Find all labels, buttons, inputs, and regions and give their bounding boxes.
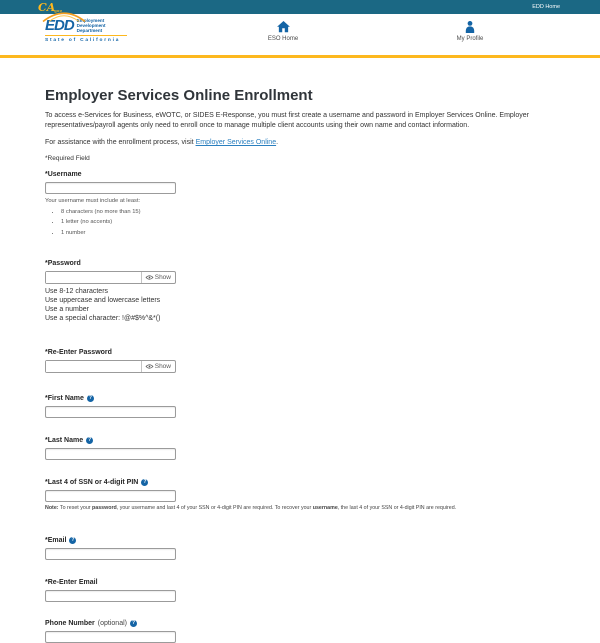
nav-my-profile-label: My Profile — [456, 36, 484, 42]
ssn-pin-note — [45, 505, 555, 511]
reenter-password-group — [45, 349, 555, 373]
username-hints — [61, 209, 555, 236]
last-name-label — [45, 437, 555, 444]
edd-dept-line1: Employment — [76, 18, 105, 23]
password-hints — [45, 287, 555, 323]
username-hint-item: • 1 letter (no accents) — [61, 219, 555, 225]
reenter-password-show-label: Show — [154, 362, 171, 370]
email-label-text: *Email — [45, 536, 67, 544]
note-bold: Note: — [45, 504, 59, 511]
employer-services-online-link[interactable]: Employer Services Online — [195, 139, 277, 146]
password-hint-item: Use uppercase and lowercase letters — [45, 296, 161, 304]
note-text: , your username and last 4 of your SSN or 4-digit PIN are required. To recover your — [116, 504, 313, 511]
help-icon[interactable]: ? — [143, 479, 147, 485]
last-name-group — [45, 437, 555, 460]
username-group — [45, 171, 555, 236]
first-name-label-text: *First Name — [45, 394, 84, 402]
email-group — [45, 537, 555, 560]
first-name-label — [45, 395, 555, 402]
username-hint-title: Your username must include at least: — [45, 198, 141, 204]
username-label: *Username — [45, 171, 82, 178]
edd-dept-line2: Development — [76, 23, 106, 28]
gold-divider — [0, 55, 600, 58]
phone-optional-text: (optional) — [97, 619, 127, 627]
password-show-label: Show — [154, 273, 171, 281]
nav-eso-home[interactable] — [241, 21, 325, 42]
password-label: *Password — [45, 259, 81, 267]
password-input[interactable] — [46, 272, 141, 283]
ssn-pin-group — [45, 479, 555, 511]
password-hint-item: Use 8-12 characters — [45, 287, 109, 295]
help-icon[interactable]: ? — [71, 537, 75, 543]
nav-eso-home-label: ESO Home — [267, 36, 299, 42]
ca-gov-logo[interactable] — [38, 0, 62, 14]
top-utility-bar — [0, 0, 600, 14]
ssn-pin-input[interactable] — [45, 490, 176, 502]
edd-home-link[interactable]: EDD Home — [532, 4, 560, 10]
reenter-email-label: *Re-Enter Email — [45, 578, 98, 586]
intro-paragraph: To access e-Services for Business, eWOTC, or SIDES E-Response, you must first create a username and password in Employer Services Online. Employer representatives/payroll agents only need to enroll once to manage multiple client accounts using their own name and contact information. — [45, 112, 529, 129]
reenter-password-input[interactable] — [46, 361, 141, 372]
phone-label-text: Phone Number — [45, 619, 95, 627]
email-input[interactable] — [45, 548, 176, 560]
home-icon — [277, 21, 290, 33]
username-input[interactable] — [45, 182, 176, 194]
note-bold: username — [312, 504, 338, 511]
edd-logo-top — [45, 18, 127, 33]
username-hint-item: • 1 number — [61, 230, 555, 236]
phone-group — [45, 620, 555, 643]
password-field — [45, 271, 176, 284]
ssn-pin-label — [45, 479, 555, 486]
site-header — [0, 14, 600, 55]
page-title: Employer Services Online Enrollment — [45, 87, 313, 104]
first-name-group — [45, 395, 555, 418]
help-icon[interactable]: ? — [88, 395, 92, 401]
assistance-prefix: For assistance with the enrollment process, visit — [45, 139, 196, 146]
password-hint-item: Use a special character: !@#$%^&*() — [45, 314, 161, 322]
edd-logo[interactable] — [45, 18, 127, 43]
reenter-password-show-button[interactable] — [141, 361, 175, 372]
reenter-password-field — [45, 360, 176, 373]
phone-label — [45, 620, 555, 627]
eye-icon — [146, 275, 153, 280]
required-field-note: *Required Field — [45, 155, 90, 162]
email-label — [45, 537, 555, 544]
note-bold: password — [92, 504, 117, 511]
ca-gov-logo-text: CA — [38, 1, 56, 14]
reenter-password-label: *Re-Enter Password — [45, 348, 112, 356]
edd-swoosh-icon — [42, 13, 86, 22]
edd-dept-line3: Department — [76, 28, 103, 33]
help-icon[interactable]: ? — [88, 437, 92, 443]
first-name-input[interactable] — [45, 406, 176, 418]
edd-acronym: EDD — [45, 17, 74, 34]
ssn-pin-label-text: *Last 4 of SSN or 4-digit PIN — [45, 478, 139, 486]
last-name-label-text: *Last Name — [45, 436, 84, 444]
nav-my-profile[interactable] — [428, 21, 512, 42]
password-show-button[interactable] — [141, 272, 175, 283]
assistance-suffix: . — [276, 139, 279, 146]
main-content — [0, 87, 600, 643]
eye-icon — [146, 364, 153, 369]
phone-input[interactable] — [45, 631, 176, 643]
password-hint-item: Use a number — [45, 305, 89, 313]
help-icon[interactable]: ? — [131, 620, 136, 626]
password-group — [45, 260, 555, 323]
note-text: To reset your — [58, 504, 93, 511]
username-hint-item: • 8 characters (no more than 15) — [61, 209, 555, 215]
note-text: , the last 4 of your SSN or 4-digit PIN are required. — [337, 504, 457, 511]
edd-tagline: State of California — [45, 35, 127, 43]
person-icon — [465, 21, 475, 33]
reenter-email-input[interactable] — [45, 590, 176, 602]
reenter-email-group — [45, 579, 555, 602]
last-name-input[interactable] — [45, 448, 176, 460]
assistance-paragraph — [45, 139, 555, 146]
ca-gov-logo-gov: gov — [54, 8, 63, 13]
